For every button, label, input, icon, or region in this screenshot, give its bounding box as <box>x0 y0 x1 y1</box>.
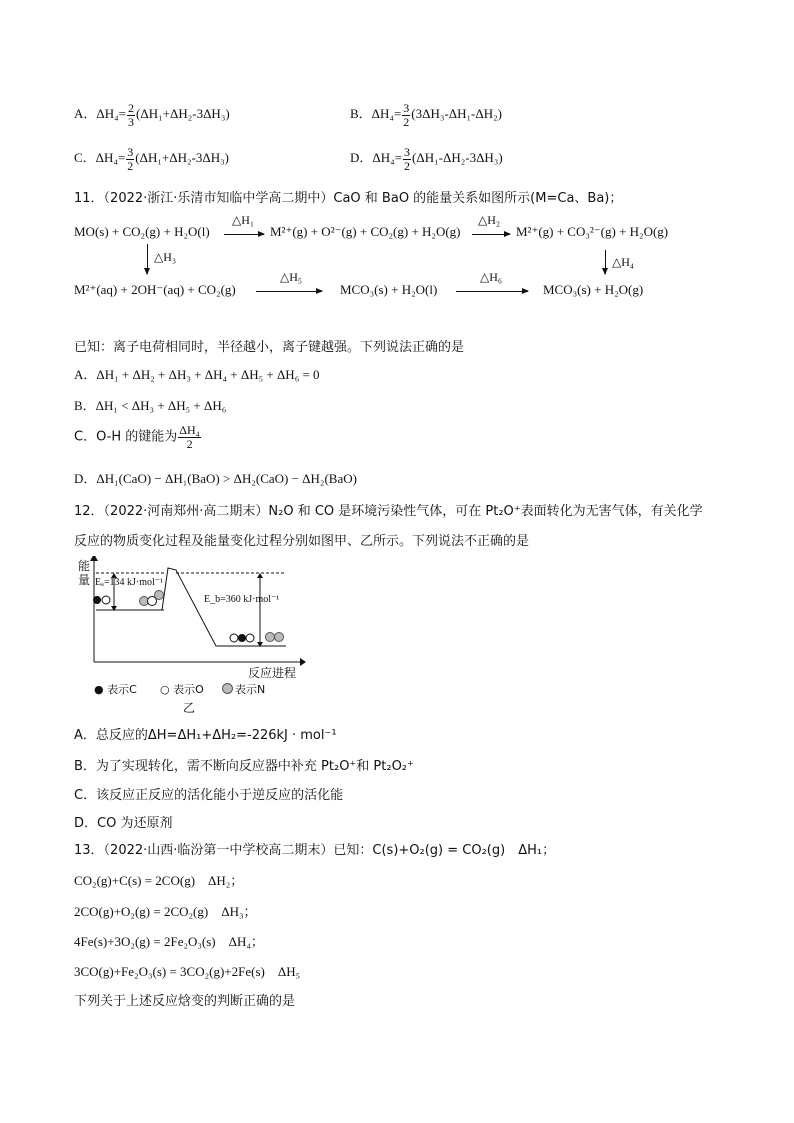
label-eb: E_b=360 kJ·mol⁻¹ <box>204 594 280 605</box>
legend-carbon: ● 表示C <box>94 683 137 696</box>
q11-option-d: D．ΔH₁(CaO) − ΔH₁(BaO) > ΔH₂(CaO) − ΔH₂(BaO) <box>74 471 357 486</box>
figure-caption: 乙 <box>183 701 196 715</box>
q12-stem-line2: 反应的物质变化过程及能量变化过程分别如图甲、乙所示。下列说法不正确的是 <box>74 534 530 549</box>
q11-known: 已知：离子电荷相同时，半径越小，离子键越强。下列说法正确的是 <box>74 340 465 355</box>
arrow-dh2 <box>472 234 510 235</box>
q10-option-c: C．ΔH₄= $\frac{3}{2}$ (ΔH₁+ΔH₂-3ΔH₃) <box>74 145 229 173</box>
q11-option-b: B．ΔH₁ < ΔH₃ + ΔH₅ + ΔH₆ <box>74 398 227 413</box>
q13-question: 下列关于上述反应焓变的判断正确的是 <box>74 994 296 1009</box>
q13-equation-3: 2CO(g)+O₂(g) = 2CO₂(g) ΔH₃； <box>74 904 257 919</box>
energy-profile-svg <box>86 556 306 668</box>
label-dh4: △H₄ <box>612 255 635 269</box>
q11-option-a: A．ΔH₁ + ΔH₂ + ΔH₃ + ΔH₄ + ΔH₅ + ΔH₆ = 0 <box>74 367 320 382</box>
legend-oxygen: ○ 表示O <box>160 683 204 696</box>
arrow-dh3 <box>147 244 148 274</box>
label-ea: Eₐ=134 kJ·mol⁻¹ <box>95 577 164 588</box>
label-dh1: △H₁ <box>232 213 255 227</box>
q12-option-b: B．为了实现转化，需不断向反应器中补充 Pt₂O⁺和 Pt₂O₂⁺ <box>74 759 414 774</box>
q10-option-b: B．ΔH₄= $\frac{3}{2}$ (3ΔH₃-ΔH₁-ΔH₂) <box>350 101 502 129</box>
q12-option-c: C．该反应正反应的活化能小于逆反应的活化能 <box>74 788 344 803</box>
species-aq-ions: M²⁺(aq) + 2OH⁻(aq) + CO₂(g) <box>74 282 236 297</box>
legend-nitrogen: 表示N <box>222 681 265 697</box>
ylabel-energy-2: 量 <box>78 573 91 587</box>
q13-equation-4: 4Fe(s)+3O₂(g) = 2Fe₂O₃(s) ΔH₄； <box>74 934 264 949</box>
ylabel-energy-1: 能 <box>78 559 91 573</box>
q10-option-d: D．ΔH₄= $\frac{3}{2}$ (ΔH₁-ΔH₂-3ΔH₃) <box>350 145 503 173</box>
species-gas-ions: M²⁺(g) + O²⁻(g) + CO₂(g) + H₂O(g) <box>270 224 461 239</box>
arrow-dh5 <box>256 291 322 292</box>
label-dh3: △H₃ <box>154 250 177 264</box>
q12-stem-line1: 12．（2022·河南郑州·高二期末）N₂O 和 CO 是环境污染性气体，可在 Pt₂O⁺表面转化为无害气体，有关化学 <box>74 504 703 519</box>
q13-stem: 13．（2022·山西·临汾第一中学校高二期末）已知：C(s)+O₂(g) = CO₂(g) ΔH₁； <box>74 843 556 858</box>
q11-option-c: C．O-H 的键能为 $\frac{\text{ΔH₄}}{2}$ <box>74 423 200 451</box>
species-carbonate-ion: M²⁺(g) + CO₃²⁻(g) + H₂O(g) <box>516 224 669 239</box>
species-mco3-liquid: MCO₃(s) + H₂O(l) <box>340 282 438 297</box>
species-mco3-gas: MCO₃(s) + H₂O(g) <box>543 282 644 297</box>
q11-stem: 11．（2022·浙江·乐清市知临中学高二期中）CaO 和 BaO 的能量关系如图所示(M=Ca、Ba)； <box>74 191 623 206</box>
arrow-dh6 <box>456 291 528 292</box>
q13-equation-2: CO₂(g)+C(s) = 2CO(g) ΔH₂； <box>74 873 244 888</box>
xlabel-reaction-progress: 反应进程 <box>248 666 297 680</box>
arrow-dh4 <box>605 250 606 274</box>
arrow-dh1 <box>224 234 264 235</box>
legend-nitrogen-dot-icon <box>222 683 233 694</box>
q12-option-d: D．CO 为还原剂 <box>74 816 173 831</box>
label-dh5: △H₅ <box>280 270 303 284</box>
label-dh6: △H₆ <box>480 270 503 284</box>
q12-option-a: A．总反应的ΔH=ΔH₁+ΔH₂=-226kJ · mol⁻¹ <box>74 728 337 743</box>
label-dh2: △H₂ <box>478 213 501 227</box>
q13-equation-5: 3CO(g)+Fe₂O₃(s) = 3CO₂(g)+2Fe(s) ΔH₅ <box>74 964 301 979</box>
q10-option-a: A．ΔH₄= $\frac{2}{3}$ (ΔH₁+ΔH₂-3ΔH₃) <box>74 101 230 129</box>
species-mo: MO(s) + CO₂(g) + H₂O(l) <box>74 224 210 239</box>
